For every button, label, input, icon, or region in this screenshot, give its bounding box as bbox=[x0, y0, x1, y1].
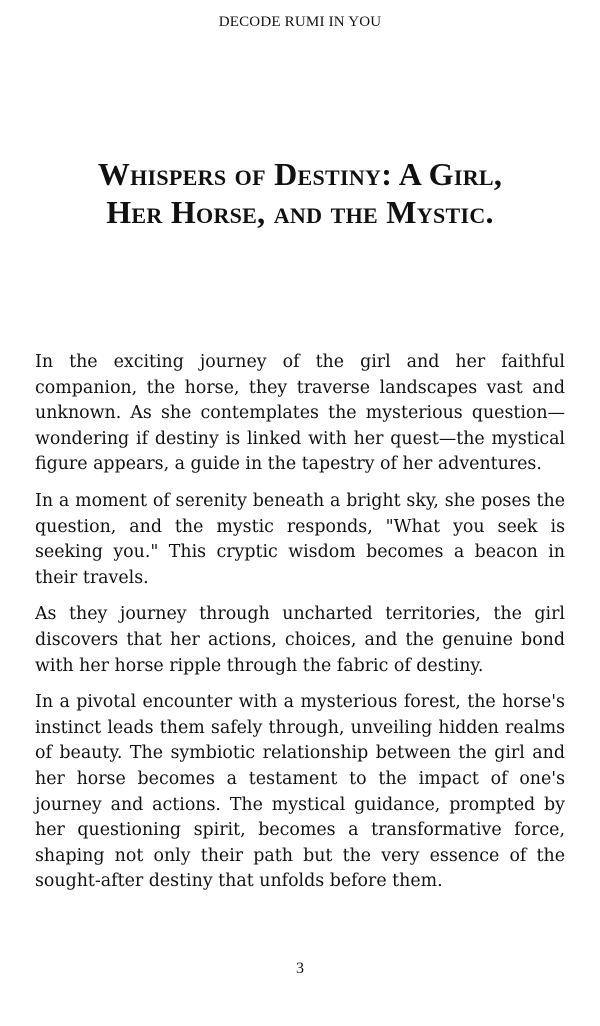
running-header: DECODE RUMI IN YOU bbox=[218, 14, 382, 30]
body-text bbox=[35, 350, 565, 906]
chapter-title bbox=[30, 155, 570, 231]
chapter-title-line-1: Whispers of Destiny: A Girl, bbox=[97, 156, 503, 192]
paragraph-2: In a moment of serenity beneath a bright sky, she poses the question, and the mystic responds, "What you seek is seeking you." This cryptic wisdom becomes a beacon in their travels. bbox=[35, 490, 565, 588]
paragraph-1: In the exciting journey of the girl and her faithful companion, the horse, they traverse landscapes vast and unknown. As she contemplates the mysterious question—wondering if destiny is linked with her quest—the mystical figure appears, a guide in the tapestry of her adventures. bbox=[35, 352, 565, 475]
chapter-title-line-2: Her Horse, and the Mystic. bbox=[106, 194, 494, 230]
paragraph-4: In a pivotal encounter with a mysterious forest, the horse's instinct leads them safely through, unveiling hidden realms of beauty. The symbiotic relationship between the girl and her horse becomes a testament to the impact of one's journey and actions. The mystical guidance, prompted by her questioning spirit, becomes a transformative force, shaping not only their path but the very essence of the sought-after destiny that unfolds before them. bbox=[35, 692, 565, 892]
page-number: 3 bbox=[296, 960, 304, 977]
paragraph-3: As they journey through uncharted territories, the girl discovers that her actions, choices, and the genuine bond with her horse ripple through the fabric of destiny. bbox=[35, 604, 565, 676]
